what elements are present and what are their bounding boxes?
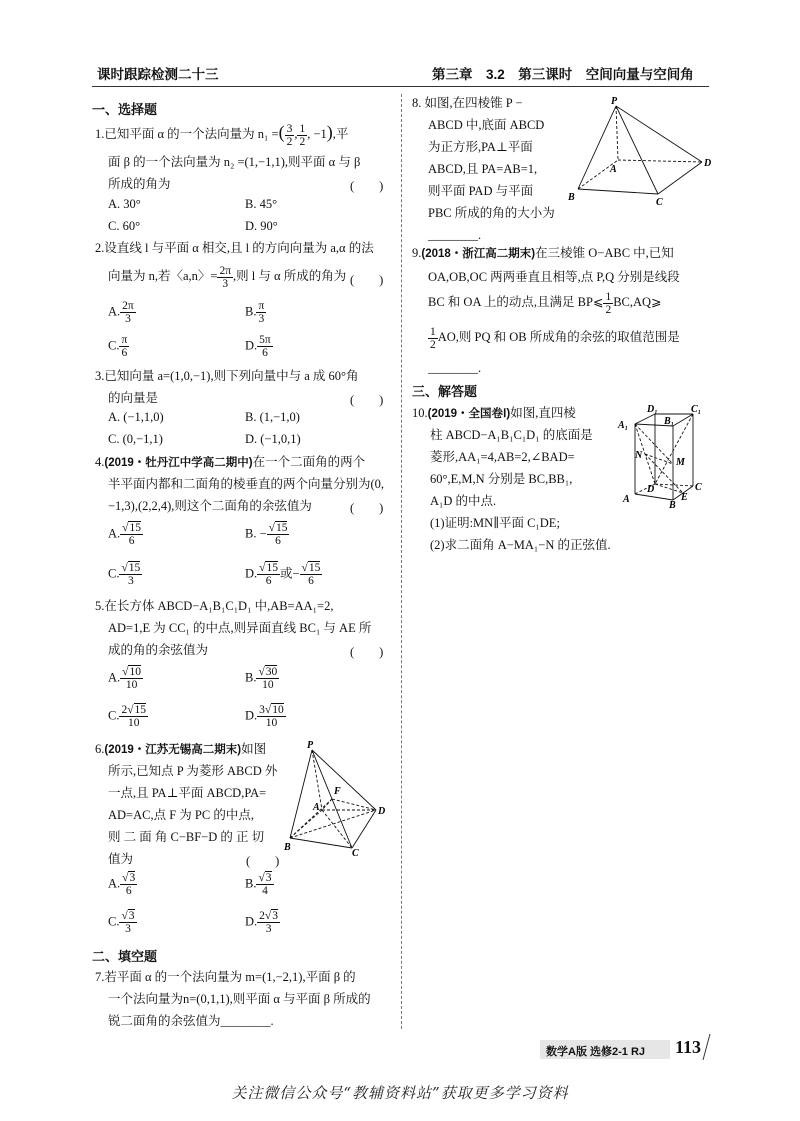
q2-option-a: A. $\frac{2\pi}{3}$ xyxy=(108,300,134,325)
q3-option-d: D. (−1,0,1) xyxy=(245,432,301,446)
q5-option-c: C. $\frac{2√15}{10}$ xyxy=(108,704,147,729)
q10-line5: A₁D 的中点. xyxy=(430,494,497,508)
q6-line4: AD=AC,点 F 为 PC 的中点, xyxy=(108,808,254,822)
q5-line2: AD=1,E 为 CC₁ 的中点,则异面直线 BC₁ 与 AE 所 xyxy=(108,621,372,635)
q10-fig-label-a1: A₁ xyxy=(618,420,629,431)
q2-answer-paren: ( ) xyxy=(350,273,384,287)
q6-answer-paren: ( ) xyxy=(246,854,280,868)
q5-line3: 成的角的余弦值为 xyxy=(108,643,209,657)
q6-line1: 6.(2019・江苏无锡高二期末)如图 xyxy=(95,742,267,756)
section-solve: 三、解答题 xyxy=(412,384,478,399)
q10-part2: (2)求二面角 A−MA₁−N 的正弦值. xyxy=(430,538,611,552)
q10-fig-label-e: E xyxy=(681,492,688,503)
q8-line6: PBC 所成的角的大小为 xyxy=(428,206,555,220)
q2-line1: 2.设直线 l 与平面 α 相交,且 l 的方向向量为 a,α 的法 xyxy=(95,241,374,255)
header-right: 第三章 3.2 第三课时 空间向量与空间角 xyxy=(432,67,694,82)
q8-line1: 8. 如图,在四棱锥 P − xyxy=(412,96,523,110)
footer-book-label: 数学A版 选修2-1 RJ xyxy=(546,1046,646,1058)
q5-option-d: D. $\frac{3√10}{10}$ xyxy=(245,704,284,729)
q8-fig-label-a: A xyxy=(610,164,617,175)
q6-option-b: B. $\frac{√3}{4}$ xyxy=(245,872,272,897)
q10-fig-label-a: A xyxy=(623,494,630,505)
q8-line5: 则平面 PAD 与平面 xyxy=(428,184,534,198)
section-choice: 一、选择题 xyxy=(92,102,158,117)
q10-line1: 10.(2019・全国卷Ⅰ)如图,直四棱 xyxy=(412,406,576,420)
q8-fig-label-p: P xyxy=(611,96,618,107)
section-fill: 二、填空题 xyxy=(92,949,158,964)
q10-line3: 菱形,AA₁=4,AB=2,∠BAD= xyxy=(430,450,575,464)
q3-option-a: A. (−1,1,0) xyxy=(108,410,164,424)
q4-option-a: A. $\frac{√15}{6}$ xyxy=(108,522,141,547)
q1-option-b: B. 45° xyxy=(245,197,278,211)
q6-fig-label-p: P xyxy=(307,740,314,751)
q10-part1: (1)证明:MN∥平面 C₁DE; xyxy=(430,516,560,530)
q4-answer-paren: ( ) xyxy=(350,501,384,515)
q10-fig-label-n: N xyxy=(635,450,643,461)
q4-line1: 4.(2019・牡丹江中学高二期中)在一个二面角的两个 xyxy=(95,455,366,469)
q4-option-d: D. $\frac{√15}{6}$ 或− $\frac{√15}{6}$ xyxy=(245,562,321,587)
q9-line4: $\frac{1}{2}$ AO,则 PQ 和 OB 所成角的余弦的取值范围是 xyxy=(430,325,680,351)
q2-option-c: C. $\frac{\pi}{6}$ xyxy=(108,334,128,359)
q5-answer-paren: ( ) xyxy=(350,645,384,659)
q10-fig-label-b1: B₁ xyxy=(664,416,675,427)
q10-fig-label-c: C xyxy=(695,482,702,493)
q3-option-b: B. (1,−1,0) xyxy=(245,410,300,424)
q9-line3: BC 和 OA 上的动点,且满足 BP⩽ $\frac{1}{2}$ BC,AQ⩾ xyxy=(428,290,662,316)
q10-fig-label-d: D xyxy=(647,484,655,495)
q10-fig-label-d1: D₁ xyxy=(647,404,658,415)
q9-line5: ________. xyxy=(428,361,482,375)
q2-line2: 向量为 n,若〈a,n〉= $\frac{2\pi}{3}$ ,则 l 与 α 所成的角为 xyxy=(108,264,347,290)
q10-fig-label-c1: C₁ xyxy=(691,404,702,415)
q1-line1: 1.已知平面 α 的一个法向量为 n₁ =( $\frac{3}{2}$ , $\frac{1}{2}$ , −1),平 xyxy=(95,122,349,148)
q8-line3: 为正方形,PA⊥平面 xyxy=(428,140,533,154)
q6-pyramid-figure xyxy=(282,738,392,856)
q7-line3: 锐二面角的余弦值为________. xyxy=(108,1014,274,1028)
page-number: 113 xyxy=(675,1037,702,1057)
q10-fig-label-b: B xyxy=(669,500,676,510)
q6-fig-label-a: A xyxy=(313,802,320,813)
q1-line3: 所成的角为 xyxy=(108,177,171,191)
q6-line3: 一点,且 PA⊥平面 ABCD,PA= xyxy=(108,786,267,800)
header-left: 课时跟踪检测二十三 xyxy=(97,67,219,82)
q8-fig-label-c: C xyxy=(656,197,663,206)
q5-line1: 5.在长方体 ABCD−A₁B₁C₁D₁ 中,AB=AA₁=2, xyxy=(95,599,334,613)
q9-line1: 9.(2018・浙江高二期末)在三棱锥 O−ABC 中,已知 xyxy=(412,246,674,260)
q2-option-d: D. $\frac{5\pi}{6}$ xyxy=(245,334,271,359)
q6-option-a: A. $\frac{√3}{6}$ xyxy=(108,872,136,897)
q8-line4: ABCD,且 PA=AB=1, xyxy=(428,162,538,176)
q6-line5: 则 二 面 角 C−BF−D 的 正 切 xyxy=(108,830,265,844)
q6-option-c: C. $\frac{√3}{3}$ xyxy=(108,910,135,935)
q6-fig-label-b: B xyxy=(284,842,291,853)
header-rule xyxy=(92,86,709,87)
q3-option-c: C. (0,−1,1) xyxy=(108,432,163,446)
page-number-slash xyxy=(703,1034,711,1060)
q8-fig-label-d: D xyxy=(704,158,712,169)
q8-line7: ________. xyxy=(428,228,482,242)
q7-line1: 7.若平面 α 的一个法向量为 m=(1,−2,1),平面 β 的 xyxy=(95,970,356,984)
q5-option-b: B. $\frac{√30}{10}$ xyxy=(245,666,278,691)
q8-pyramid-figure xyxy=(566,94,714,206)
column-divider xyxy=(401,94,402,1029)
q1-option-d: D. 90° xyxy=(245,219,278,233)
q1-line2: 面 β 的一个法向量为 n₂ =(1,−1,1),则平面 α 与 β xyxy=(108,155,361,169)
q10-line2: 柱 ABCD−A₁B₁C₁D₁ 的底面是 xyxy=(430,428,593,442)
q8-line2: ABCD 中,底面 ABCD xyxy=(428,118,545,132)
q6-line6: 值为 xyxy=(108,852,134,866)
q1-option-a: A. 30° xyxy=(108,197,141,211)
q4-line2: 半平面内都和二面角的棱垂直的两个向量分别为(0, xyxy=(108,477,385,491)
q3-answer-paren: ( ) xyxy=(350,393,384,407)
q5-option-a: A. $\frac{√10}{10}$ xyxy=(108,666,141,691)
q6-fig-label-d: D xyxy=(378,806,386,817)
q9-line2: OA,OB,OC 两两垂直且相等,点 P,Q 分别是线段 xyxy=(428,270,680,284)
q3-line2: 的向量是 xyxy=(108,391,159,405)
q6-fig-label-c: C xyxy=(352,848,359,856)
q4-line3: −1,3),(2,2,4),则这个二面角的余弦值为 xyxy=(108,499,312,513)
q10-line4: 60°,E,M,N 分别是 BC,BB₁, xyxy=(430,472,573,486)
q2-option-b: B. $\frac{\pi}{3}$ xyxy=(245,300,265,325)
q10-prism-figure xyxy=(617,402,709,510)
q3-line1: 3.已知向量 a=(1,0,−1),则下列向量中与 a 成 60°角 xyxy=(95,369,359,383)
q6-line2: 所示,已知点 P 为菱形 ABCD 外 xyxy=(108,764,278,778)
q10-fig-label-m: M xyxy=(676,457,685,468)
q4-option-c: C. $\frac{√15}{3}$ xyxy=(108,562,141,587)
q4-option-b: B. − $\frac{√15}{6}$ xyxy=(245,522,288,547)
q7-line2: 一个法向量为n=(0,1,1),则平面 α 与平面 β 所成的 xyxy=(108,992,371,1006)
q1-answer-paren: ( ) xyxy=(350,179,384,193)
watermark-text: 关注微信公众号“教辅资料站”获取更多学习资料 xyxy=(231,1084,569,1102)
q6-fig-label-f: F xyxy=(334,786,341,797)
q8-fig-label-b: B xyxy=(568,192,575,203)
q6-option-d: D. $\frac{2√3}{3}$ xyxy=(245,910,278,935)
q1-option-c: C. 60° xyxy=(108,219,141,233)
